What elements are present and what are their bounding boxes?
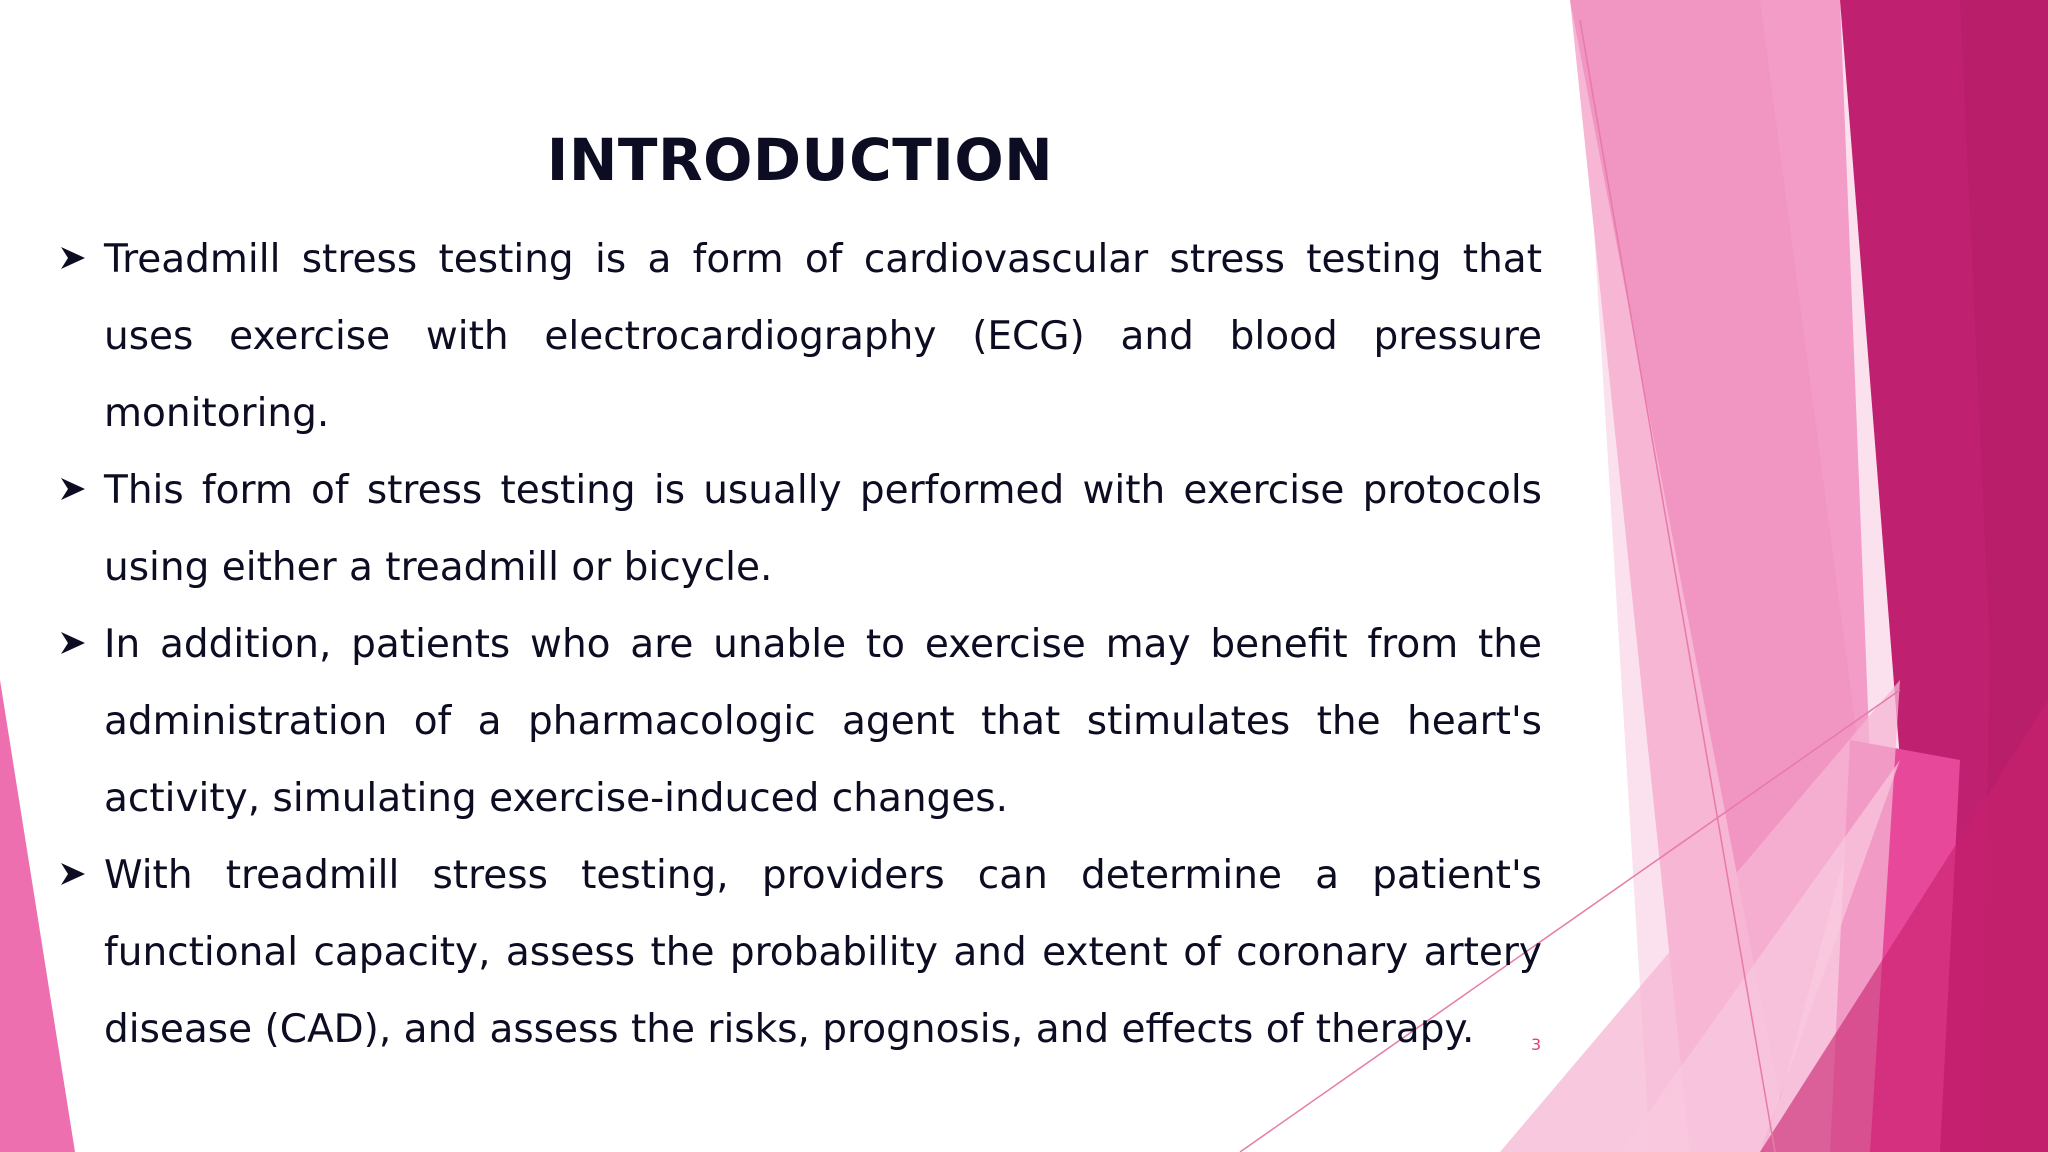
bullet-item xyxy=(58,452,1542,606)
bullet-text: This form of stress testing is usually performed with exercise protocols using either a treadmill or bicycle. xyxy=(104,468,1542,590)
slide-title: INTRODUCTION xyxy=(546,126,1054,194)
arrowhead-bullet-icon xyxy=(58,859,88,889)
bullet-item xyxy=(58,221,1542,452)
bullet-text: With treadmill stress testing, providers can determine a patient's functional capacity, assess the probability and extent of coronary artery disease (CAD), and assess the risks, prognosis, and effects of therapy. xyxy=(104,853,1542,1052)
bullet-list xyxy=(58,221,1542,1068)
arrowhead-bullet-icon xyxy=(58,243,88,273)
arrowhead-bullet-icon xyxy=(58,474,88,504)
bullet-item xyxy=(58,837,1542,1068)
bullet-text: Treadmill stress testing is a form of cardiovascular stress testing that uses exercise with electrocardiography (ECG) and blood pressure monitoring. xyxy=(104,237,1542,436)
bullet-item xyxy=(58,606,1542,837)
page-number: 3 xyxy=(1531,1035,1542,1054)
bullet-text: In addition, patients who are unable to exercise may benefit from the administration of a pharmacologic agent that stimulates the heart's activity, simulating exercise-induced changes. xyxy=(104,622,1542,821)
arrowhead-bullet-icon xyxy=(58,628,88,658)
